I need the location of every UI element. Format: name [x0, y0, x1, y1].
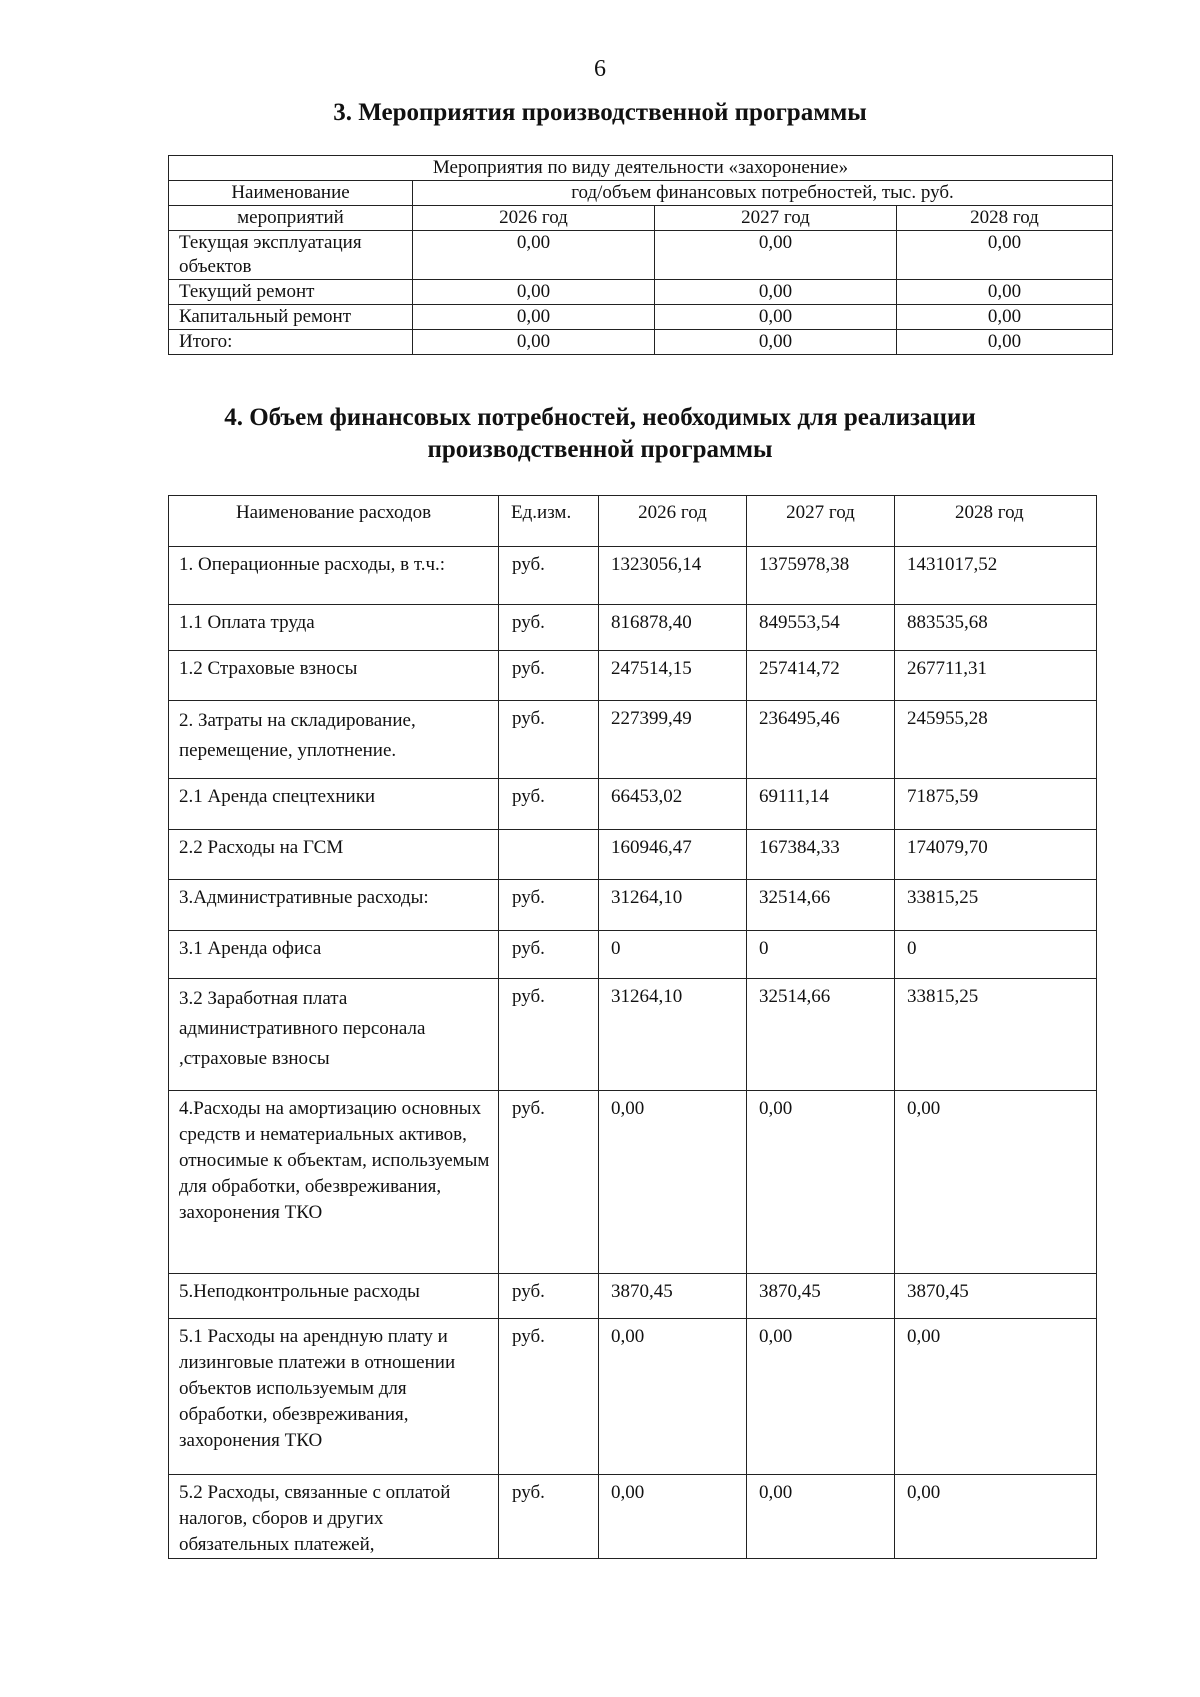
expense-name: 2.2 Расходы на ГСМ	[169, 830, 499, 880]
expense-value-2026: 247514,15	[599, 651, 747, 701]
activity-value: 0,00	[897, 280, 1113, 305]
expense-name: 2. Затраты на складирование, перемещение, уплотнение.	[169, 701, 499, 779]
header-cell: Наименование расходов	[169, 496, 499, 547]
expense-value-2028: 0,00	[895, 1319, 1097, 1475]
table-row	[169, 931, 1097, 979]
expense-unit: руб.	[499, 651, 599, 701]
expense-value-2027: 32514,66	[747, 880, 895, 931]
expense-name: 5.2 Расходы, связанные с оплатой налогов, сборов и других обязательных платежей,	[169, 1475, 499, 1559]
activities-table	[168, 155, 1113, 355]
page-number: 6	[594, 56, 606, 82]
expense-value-2028: 33815,25	[895, 880, 1097, 931]
expense-name: 2.1 Аренда спецтехники	[169, 779, 499, 830]
expense-unit: руб.	[499, 1475, 599, 1559]
expense-value-2027: 236495,46	[747, 701, 895, 779]
table-row	[169, 1475, 1097, 1559]
expense-value-2028: 0,00	[895, 1475, 1097, 1559]
year-header: 2027 год	[655, 206, 897, 231]
table-row	[169, 1274, 1097, 1319]
expense-value-2028: 33815,25	[895, 979, 1097, 1091]
table-row	[169, 701, 1097, 779]
expense-value-2026: 816878,40	[599, 605, 747, 651]
expense-value-2028: 883535,68	[895, 605, 1097, 651]
activity-value: 0,00	[413, 305, 655, 330]
expense-value-2026: 0,00	[599, 1475, 747, 1559]
expense-value-2026: 31264,10	[599, 880, 747, 931]
activity-name: Текущий ремонт	[169, 280, 413, 305]
expense-name: 3.Административные расходы:	[169, 880, 499, 931]
expense-unit: руб.	[499, 605, 599, 651]
activity-name: Текущая эксплуатация объектов	[169, 231, 413, 280]
expenses-table	[168, 495, 1097, 1559]
section-4-title-line2: производственной программы	[427, 436, 773, 463]
expense-name: 3.1 Аренда офиса	[169, 931, 499, 979]
expense-name: 4.Расходы на амортизацию основных средств и нематериальных активов, относимые к объектам, используемым для обработки, обезвреживания, захоронения ТКО	[169, 1091, 499, 1274]
col-name-header-line2: мероприятий	[169, 206, 413, 231]
expense-value-2028: 245955,28	[895, 701, 1097, 779]
expense-value-2028: 1431017,52	[895, 547, 1097, 605]
expense-unit: руб.	[499, 880, 599, 931]
activity-value: 0,00	[413, 231, 655, 280]
expense-unit: руб.	[499, 1091, 599, 1274]
activity-value: 0,00	[897, 305, 1113, 330]
expense-unit: руб.	[499, 1274, 599, 1319]
col-name-header-line1: Наименование	[169, 181, 413, 206]
expense-value-2027: 0	[747, 931, 895, 979]
activity-value: 0,00	[897, 231, 1113, 280]
section-4-title-line1: 4. Объем финансовых потребностей, необходимых для реализации	[224, 404, 976, 431]
table-row	[169, 779, 1097, 830]
activity-value: 0,00	[897, 330, 1113, 355]
expense-value-2026: 66453,02	[599, 779, 747, 830]
expense-unit: руб.	[499, 931, 599, 979]
table-row	[169, 605, 1097, 651]
header-cell: 2027 год	[747, 496, 895, 547]
expense-value-2027: 0,00	[747, 1319, 895, 1475]
expense-value-2028: 0,00	[895, 1091, 1097, 1274]
expense-value-2027: 849553,54	[747, 605, 895, 651]
expense-name: 1. Операционные расходы, в т.ч.:	[169, 547, 499, 605]
table-row	[169, 830, 1097, 880]
header-cell: Ед.изм.	[499, 496, 599, 547]
table-row	[169, 880, 1097, 931]
expense-value-2027: 3870,45	[747, 1274, 895, 1319]
header-cell: 2026 год	[599, 496, 747, 547]
section-3-title: 3. Мероприятия производственной программы	[333, 99, 867, 126]
expense-unit: руб.	[499, 779, 599, 830]
expense-value-2028: 0	[895, 931, 1097, 979]
table-row	[169, 1319, 1097, 1475]
expense-unit: руб.	[499, 1319, 599, 1475]
expense-value-2028: 71875,59	[895, 779, 1097, 830]
year-header: 2028 год	[897, 206, 1113, 231]
section-4-title	[0, 402, 1200, 466]
expense-value-2027: 167384,33	[747, 830, 895, 880]
expense-value-2028: 267711,31	[895, 651, 1097, 701]
expense-value-2026: 227399,49	[599, 701, 747, 779]
expense-value-2026: 0,00	[599, 1091, 747, 1274]
expense-value-2026: 3870,45	[599, 1274, 747, 1319]
activity-name: Капитальный ремонт	[169, 305, 413, 330]
expense-name: 1.2 Страховые взносы	[169, 651, 499, 701]
expense-name: 3.2 Заработная плата административного персонала ,страховые взносы	[169, 979, 499, 1091]
activity-value: 0,00	[655, 280, 897, 305]
expense-value-2027: 1375978,38	[747, 547, 895, 605]
activity-value: 0,00	[413, 280, 655, 305]
table-row	[169, 280, 1113, 305]
expense-value-2026: 31264,10	[599, 979, 747, 1091]
expense-value-2026: 0	[599, 931, 747, 979]
expense-unit: руб.	[499, 979, 599, 1091]
activity-value: 0,00	[655, 330, 897, 355]
expense-value-2028: 3870,45	[895, 1274, 1097, 1319]
expense-value-2026: 160946,47	[599, 830, 747, 880]
table-row	[169, 979, 1097, 1091]
table-row	[169, 305, 1113, 330]
expense-unit	[499, 830, 599, 880]
expense-name: 1.1 Оплата труда	[169, 605, 499, 651]
expense-value-2026: 1323056,14	[599, 547, 747, 605]
expense-value-2027: 69111,14	[747, 779, 895, 830]
expense-value-2027: 257414,72	[747, 651, 895, 701]
year-header: 2026 год	[413, 206, 655, 231]
expense-unit: руб.	[499, 547, 599, 605]
expense-value-2028: 174079,70	[895, 830, 1097, 880]
expense-value-2027: 32514,66	[747, 979, 895, 1091]
expense-value-2027: 0,00	[747, 1091, 895, 1274]
activities-table-caption: Мероприятия по виду деятельности «захоронение»	[169, 156, 1113, 181]
table-row	[169, 547, 1097, 605]
activity-value: 0,00	[655, 231, 897, 280]
table-row	[169, 1091, 1097, 1274]
expense-value-2027: 0,00	[747, 1475, 895, 1559]
expense-unit: руб.	[499, 701, 599, 779]
activity-value: 0,00	[413, 330, 655, 355]
table-row	[169, 651, 1097, 701]
header-cell: 2028 год	[895, 496, 1097, 547]
table-row	[169, 330, 1113, 355]
expense-value-2026: 0,00	[599, 1319, 747, 1475]
expense-name: 5.Неподконтрольные расходы	[169, 1274, 499, 1319]
expense-name: 5.1 Расходы на арендную плату и лизинговые платежи в отношении объектов используемым для обработки, обезвреживания, захоронения ТКО	[169, 1319, 499, 1475]
table-row	[169, 231, 1113, 280]
group-header: год/объем финансовых потребностей, тыс. руб.	[413, 181, 1113, 206]
activity-name: Итого:	[169, 330, 413, 355]
activity-value: 0,00	[655, 305, 897, 330]
